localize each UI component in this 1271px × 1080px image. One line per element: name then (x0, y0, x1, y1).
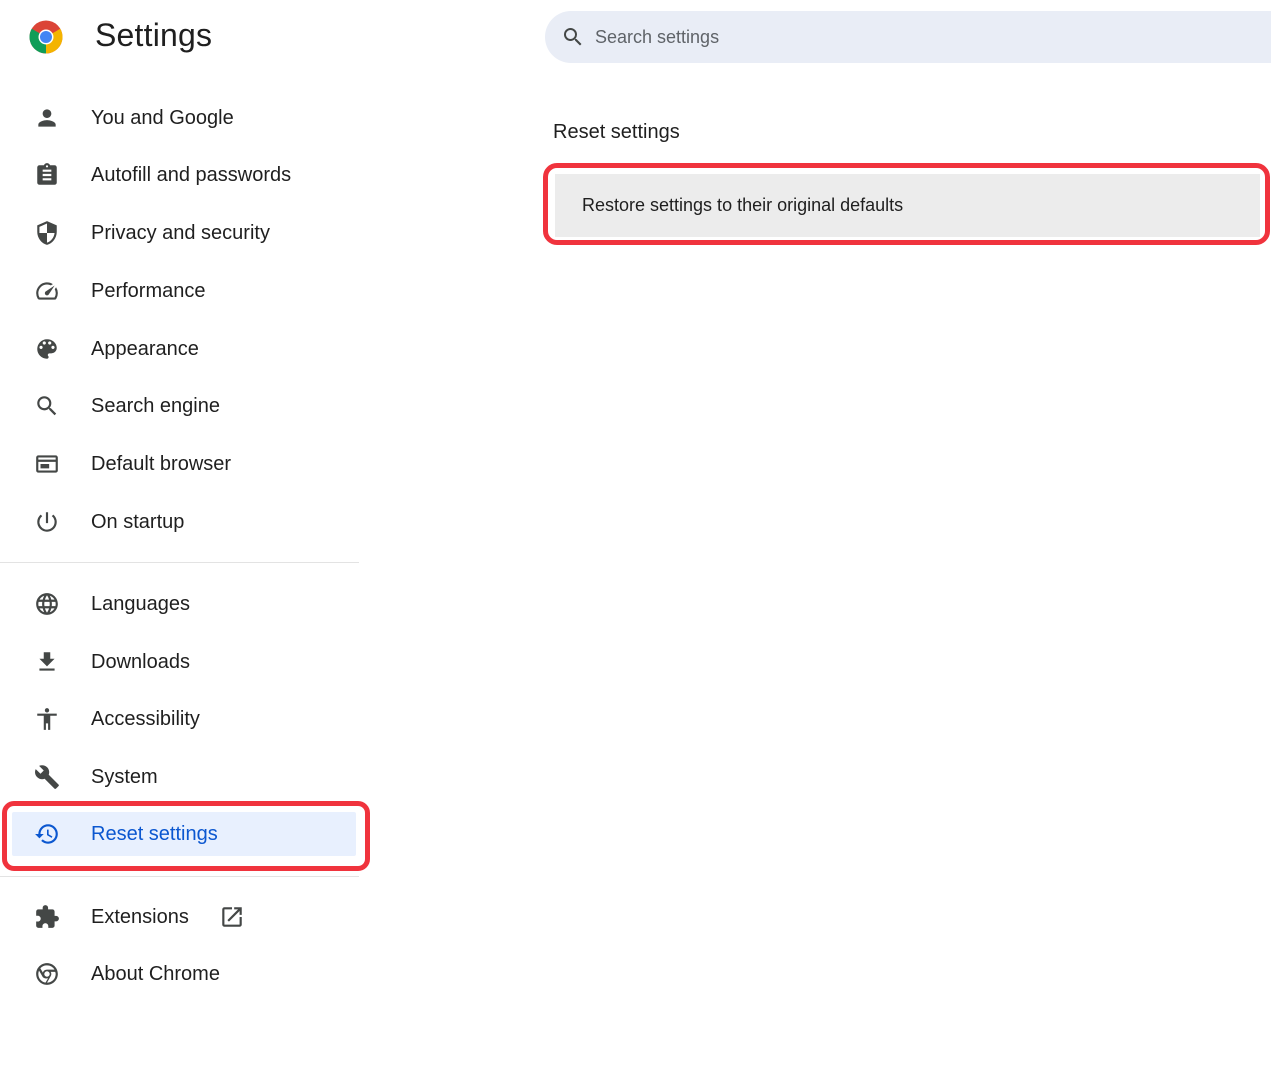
speedometer-icon (33, 277, 61, 305)
sidebar-item-search-engine[interactable] (0, 382, 360, 430)
sidebar-item-label: You and Google (91, 106, 234, 129)
browser-window-icon (33, 450, 61, 478)
accessibility-icon (33, 705, 61, 733)
sidebar-item-label: Search engine (91, 394, 220, 417)
restore-defaults-button[interactable] (555, 174, 1260, 237)
sidebar-item-label: System (91, 765, 158, 788)
puzzle-icon (33, 903, 61, 931)
history-icon (33, 820, 61, 848)
sidebar-item-reset-settings[interactable] (0, 810, 360, 858)
open-in-new-icon (219, 904, 245, 930)
sidebar-item-label: Default browser (91, 452, 232, 475)
download-icon (33, 648, 61, 676)
sidebar-item-label: Privacy and security (91, 221, 270, 244)
chrome-icon (33, 960, 61, 988)
page-title: Settings (95, 17, 213, 53)
power-icon (33, 508, 61, 536)
sidebar-item-on-startup[interactable] (0, 498, 360, 546)
sidebar-item-autofill[interactable] (0, 151, 360, 199)
section-title: Reset settings (553, 121, 680, 143)
search-input[interactable] (593, 26, 1197, 49)
sidebar-item-default-browser[interactable] (0, 440, 360, 488)
restore-defaults-label: Restore settings to their original defaults (582, 195, 904, 215)
sidebar-item-system[interactable] (0, 753, 360, 801)
sidebar-item-label: Autofill and passwords (91, 163, 292, 186)
sidebar-item-label: Performance (91, 279, 206, 302)
person-icon (33, 104, 61, 132)
sidebar-item-label: Appearance (91, 337, 199, 360)
shield-icon (33, 219, 61, 247)
sidebar-divider (0, 876, 359, 877)
sidebar-item-downloads[interactable] (0, 638, 360, 686)
sidebar-item-accessibility[interactable] (0, 695, 360, 743)
sidebar-item-about-chrome[interactable] (0, 950, 360, 998)
search-icon (33, 392, 61, 420)
search-box[interactable] (545, 11, 1271, 63)
sidebar-divider (0, 562, 359, 563)
sidebar-item-label: Languages (91, 592, 190, 615)
sidebar-item-label: About Chrome (91, 962, 220, 985)
sidebar-item-label: Reset settings (91, 822, 218, 845)
sidebar-item-extensions[interactable] (0, 893, 360, 941)
sidebar-item-performance[interactable] (0, 267, 360, 315)
sidebar-item-label: Accessibility (91, 707, 200, 730)
sidebar-item-label: On startup (91, 510, 185, 533)
palette-icon (33, 335, 61, 363)
search-icon (561, 25, 585, 49)
sidebar-item-label: Extensions (91, 905, 189, 928)
sidebar-item-languages[interactable] (0, 580, 360, 628)
wrench-icon (33, 763, 61, 791)
sidebar-item-you-and-google[interactable] (0, 94, 360, 142)
clipboard-icon (33, 161, 61, 189)
sidebar-item-appearance[interactable] (0, 325, 360, 373)
sidebar-item-privacy[interactable] (0, 209, 360, 257)
sidebar-item-label: Downloads (91, 650, 190, 673)
chrome-logo-icon (28, 19, 64, 55)
globe-icon (33, 590, 61, 618)
